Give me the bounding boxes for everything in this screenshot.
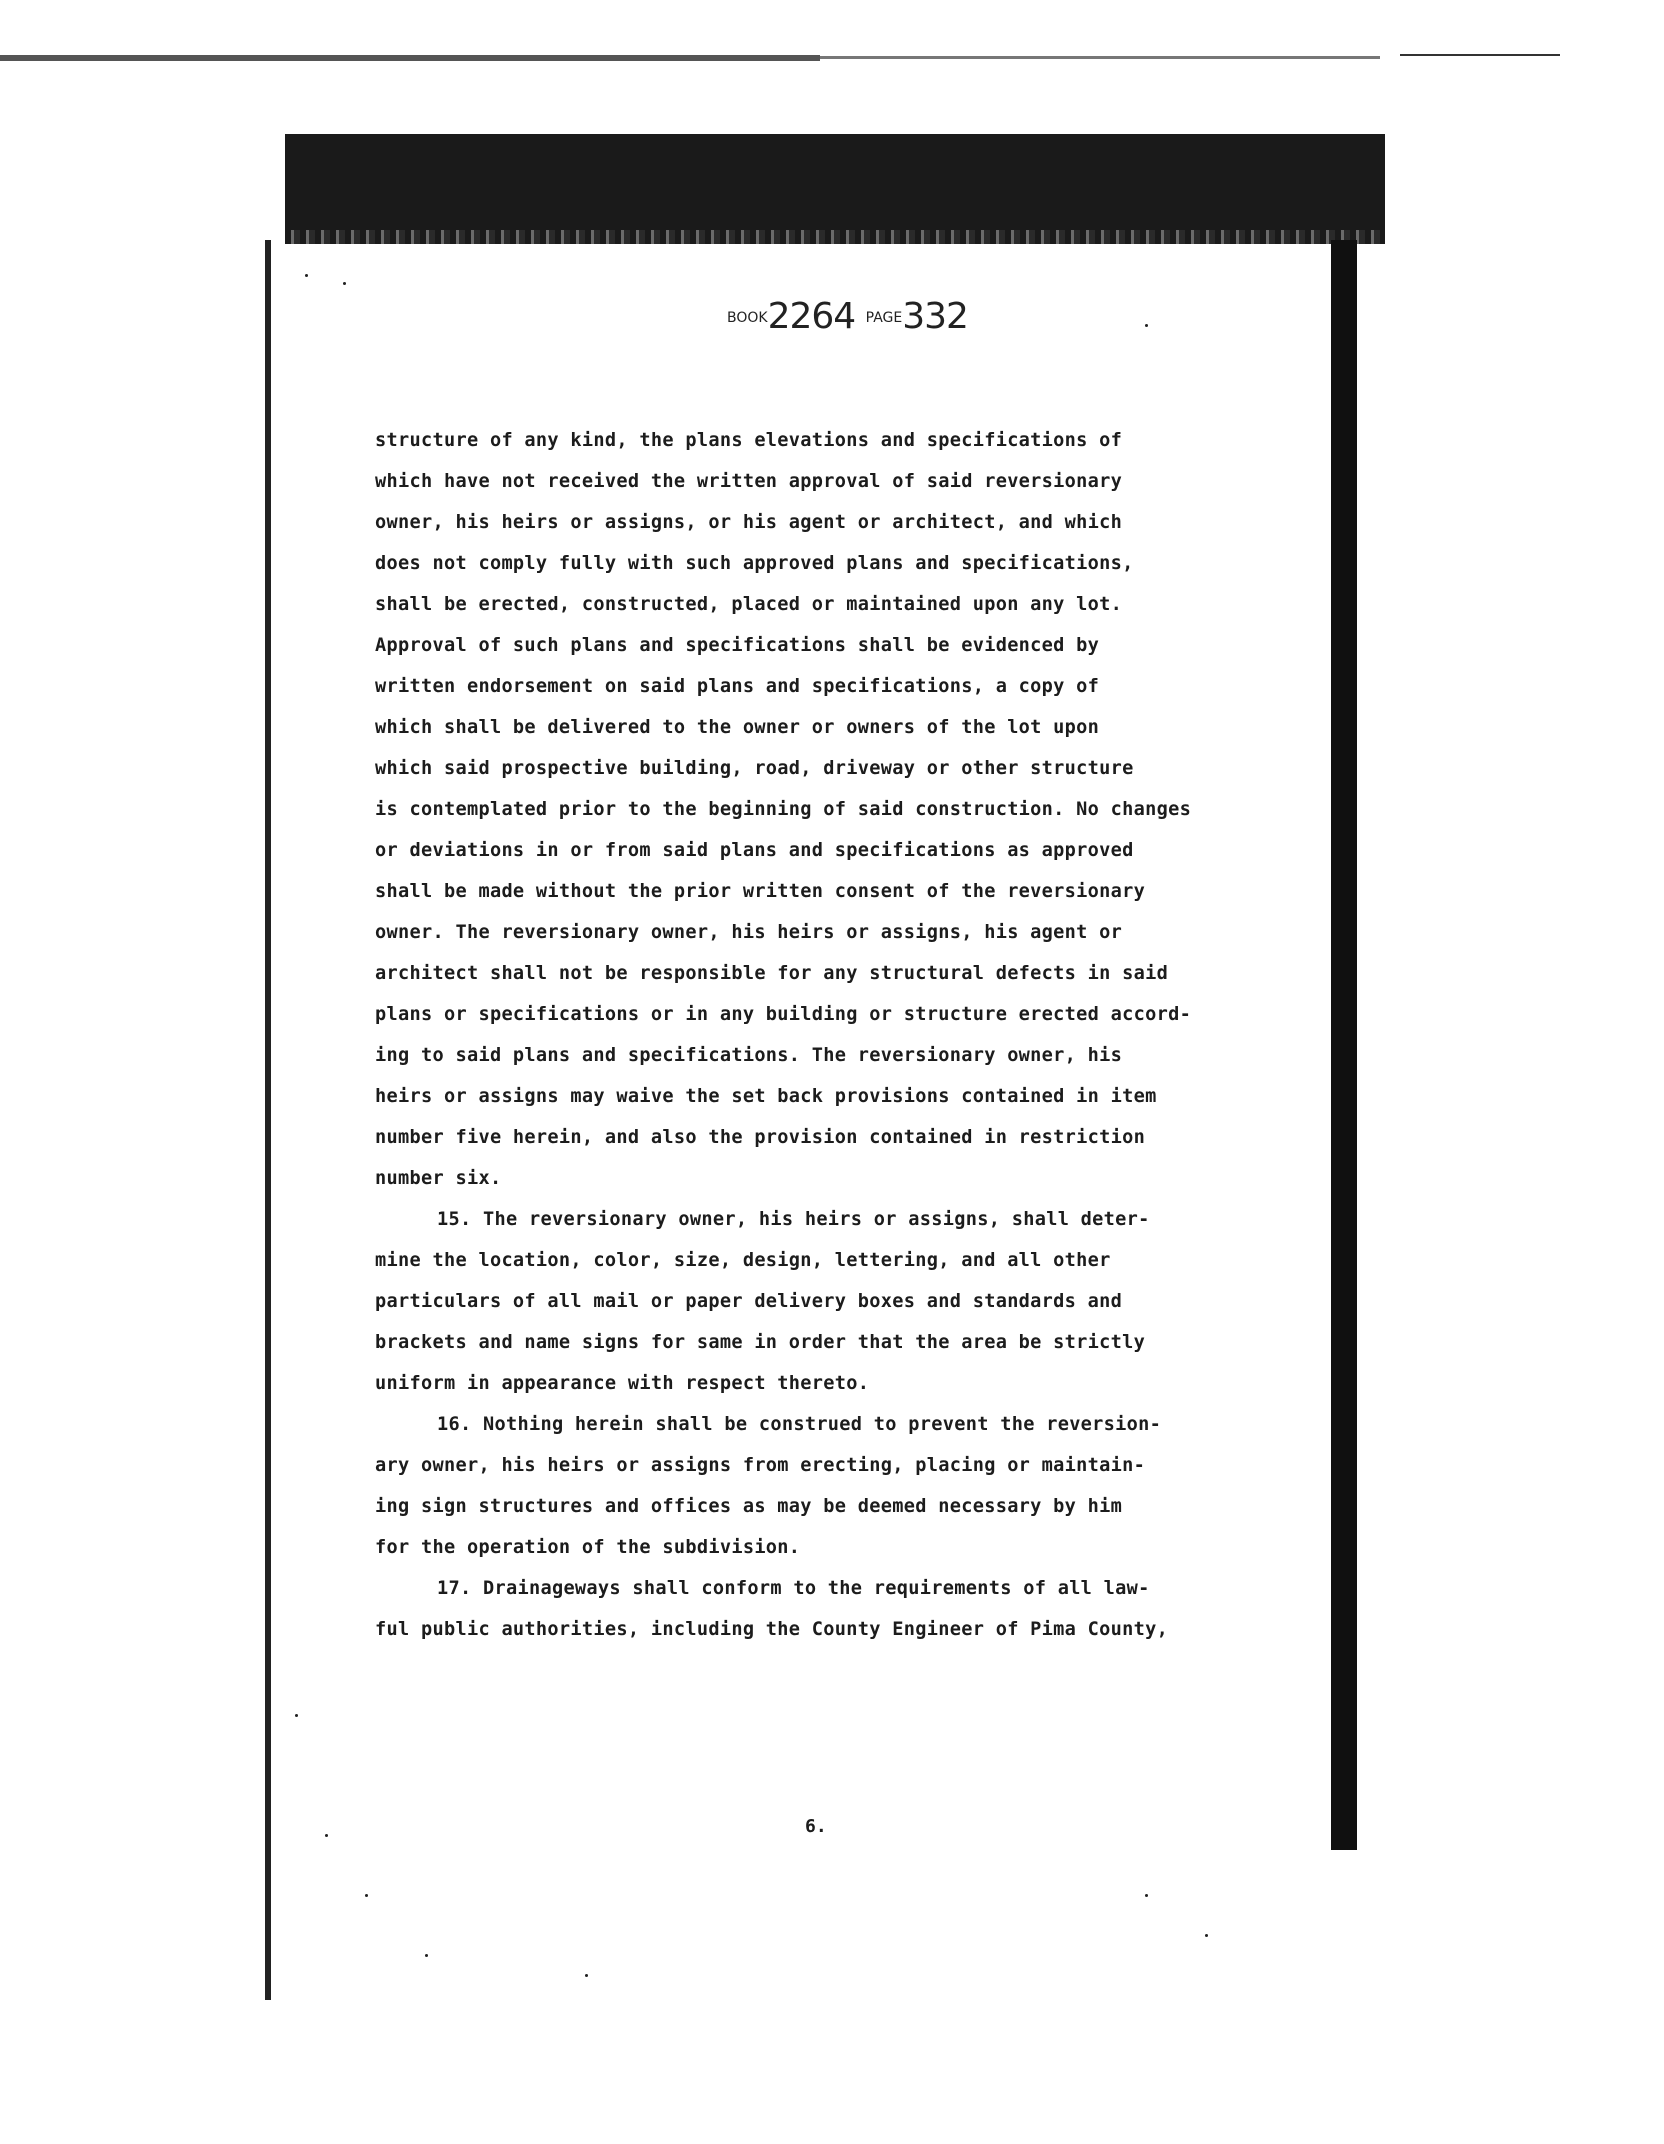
body-line: brackets and name signs for same in order that the area be strictly bbox=[375, 1332, 1146, 1353]
body-line: uniform in appearance with respect thereto. bbox=[375, 1373, 870, 1394]
body-line: which said prospective building, road, driveway or other structure bbox=[375, 758, 1134, 779]
page-right-edge bbox=[1331, 240, 1357, 1850]
scan-speck bbox=[1145, 1894, 1148, 1897]
book-page-stamp bbox=[727, 296, 968, 337]
body-line: is contemplated prior to the beginning of said construction. No changes bbox=[375, 799, 1192, 820]
document-body bbox=[375, 420, 1305, 1650]
body-line: heirs or assigns may waive the set back provisions contained in item bbox=[375, 1086, 1157, 1107]
body-line: ing sign structures and offices as may be deemed necessary by him bbox=[375, 1496, 1123, 1517]
scan-dark-band bbox=[285, 134, 1385, 244]
scan-speck bbox=[295, 1714, 298, 1717]
body-line: plans or specifications or in any building or structure erected accord- bbox=[375, 1004, 1192, 1025]
body-line: particulars of all mail or paper delivery boxes and standards and bbox=[375, 1291, 1123, 1312]
body-line: mine the location, color, size, design, lettering, and all other bbox=[375, 1250, 1111, 1271]
body-line: for the operation of the subdivision. bbox=[375, 1537, 801, 1558]
body-line: owner, his heirs or assigns, or his agent or architect, and which bbox=[375, 512, 1123, 533]
body-line: number six. bbox=[375, 1168, 502, 1189]
body-line: shall be erected, constructed, placed or maintained upon any lot. bbox=[375, 594, 1123, 615]
body-line: ful public authorities, including the County Engineer of Pima County, bbox=[375, 1619, 1169, 1640]
body-line: architect shall not be responsible for any structural defects in said bbox=[375, 963, 1169, 984]
body-line: shall be made without the prior written consent of the reversionary bbox=[375, 881, 1146, 902]
body-line: 15. The reversionary owner, his heirs or assigns, shall deter- bbox=[437, 1209, 1150, 1230]
body-line: ary owner, his heirs or assigns from erecting, placing or maintain- bbox=[375, 1455, 1146, 1476]
page-left-edge bbox=[265, 240, 271, 2000]
body-line: written endorsement on said plans and specifications, a copy of bbox=[375, 676, 1100, 697]
scan-speck bbox=[1205, 1934, 1208, 1937]
scan-streak bbox=[0, 52, 1560, 66]
scan-speck bbox=[365, 1894, 368, 1897]
body-line: owner. The reversionary owner, his heirs or assigns, his agent or bbox=[375, 922, 1123, 943]
scan-speck bbox=[425, 1954, 428, 1957]
scan-speck bbox=[1145, 324, 1148, 327]
body-line: which shall be delivered to the owner or owners of the lot upon bbox=[375, 717, 1100, 738]
body-line: does not comply fully with such approved plans and specifications, bbox=[375, 553, 1134, 574]
footer-page-number: 6. bbox=[805, 1816, 827, 1837]
scan-speck bbox=[325, 1834, 328, 1837]
body-line: which have not received the written approval of said reversionary bbox=[375, 471, 1123, 492]
body-line: 16. Nothing herein shall be construed to prevent the reversion- bbox=[437, 1414, 1162, 1435]
body-line: 17. Drainageways shall conform to the requirements of all law- bbox=[437, 1578, 1150, 1599]
page-prefix: PAGE bbox=[865, 310, 903, 326]
body-line: Approval of such plans and specifications shall be evidenced by bbox=[375, 635, 1100, 656]
document-page bbox=[285, 134, 1385, 1994]
scan-speck bbox=[343, 282, 346, 285]
scan-speck bbox=[305, 274, 308, 277]
book-number: 2264 bbox=[767, 296, 856, 337]
page-number-stamp: 332 bbox=[902, 296, 968, 337]
body-line: structure of any kind, the plans elevations and specifications of bbox=[375, 430, 1123, 451]
body-line: ing to said plans and specifications. The reversionary owner, his bbox=[375, 1045, 1123, 1066]
book-prefix: BOOK bbox=[727, 310, 768, 326]
body-line: or deviations in or from said plans and specifications as approved bbox=[375, 840, 1134, 861]
scan-speck bbox=[585, 1974, 588, 1977]
body-line: number five herein, and also the provision contained in restriction bbox=[375, 1127, 1146, 1148]
